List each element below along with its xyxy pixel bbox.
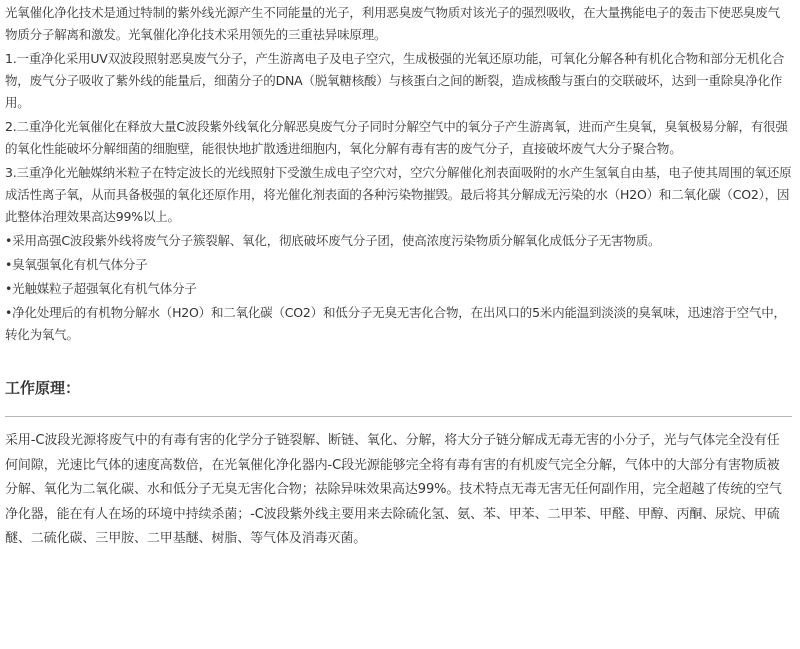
- intro-paragraph: 光氧催化净化技术是通过特制的紫外线光源产生不同能量的光子，利用恶臭废气物质对该光子的强烈吸收，在大量携能电子的轰击下使恶臭废气物质分子解离和激发。光氧催化净化技术采用领先的三重祛异味原理。: [5, 5, 780, 42]
- article: [0, 2, 800, 649]
- work-principle-paragraph: 采用-C波段光源将废气中的有毒有害的化学分子链裂解、断链、氧化、分解，将大分子链分解成无毒无害的小分子，光与气体完全没有任何间隙，光速比气体的速度高数倍，在光氧催化净化器内-C段光源能够完全将有毒有害的有机废气完全分解，气体中的大部分有害物质被分解、氧化为二氧化碳、水和低分子无臭无害化合物；祛除异味效果高达99%。技术特点无毒无害无任何副作用，完全超越了传统的空气净化器，能在有人在场的环境中持续杀菌；-C波段紫外线主要用来去除硫化氢、氨、苯、甲苯、二甲苯、甲醛、甲醇、丙酮、尿烷、甲硫醚、二硫化碳、三甲胺、二甲基醚、树脂、等气体及消毒灭菌。: [5, 433, 782, 546]
- bullet-item: •臭氧强氧化有机气体分子: [5, 257, 148, 272]
- section-divider: [5, 416, 792, 417]
- work-principle-text: [5, 429, 792, 552]
- section-title: 工作原理：: [5, 379, 81, 397]
- intro-text: [5, 2, 792, 346]
- stage-two-paragraph: 2.二重净化光氧催化在释放大量C波段紫外线氧化分解恶臭废气分子同时分解空气中的氧分子产生游离氧，进而产生臭氧，臭氧极易分解，有很强的氧化性能破坏分解细菌的细胞壁，能很快地扩散透进细胞内，氧化分解有毒有害的废气分子，直接破坏废气大分子聚合物。: [5, 119, 788, 156]
- bullet-item: •光触媒粒子超强氧化有机气体分子: [5, 281, 197, 296]
- bullet-item: •采用高强C波段紫外线将废气分子簇裂解、氧化，彻底破坏废气分子团，使高浓度污染物质分解氧化成低分子无害物质。: [5, 233, 661, 248]
- bullet-item: •净化处理后的有机物分解水（H2O）和二氧化碳（CO2）和低分子无臭无害化合物，在出风口的5米内能温到淡淡的臭氧味，迅速溶于空气中，转化为氧气。: [5, 305, 786, 342]
- stage-three-paragraph: 3.三重净化光触媒纳米粒子在特定波长的光线照射下受激生成电子空穴对，空穴分解催化剂表面吸附的水产生氢氧自由基，电子使其周围的氧还原成活性离子氧，从而具备极强的氧化还原作用，将光催化剂表面的各种污染物摧毁。最后将其分解成无污染的水（H2O）和二氧化碳（CO2），因此整体治理效果高达99%以上。: [5, 165, 792, 224]
- stage-one-paragraph: 1.一重净化采用UV双波段照射恶臭废气分子，产生游离电子及电子空穴，生成极强的光氧还原功能，可氧化分解各种有机化合物和部分无机化合物，废气分子吸收了紫外线的能量后，细菌分子的DNA（脱氧糖核酸）与核蛋白之间的断裂，造成核酸与蛋白的交联破坏，达到一重除臭净化作用。: [5, 51, 785, 110]
